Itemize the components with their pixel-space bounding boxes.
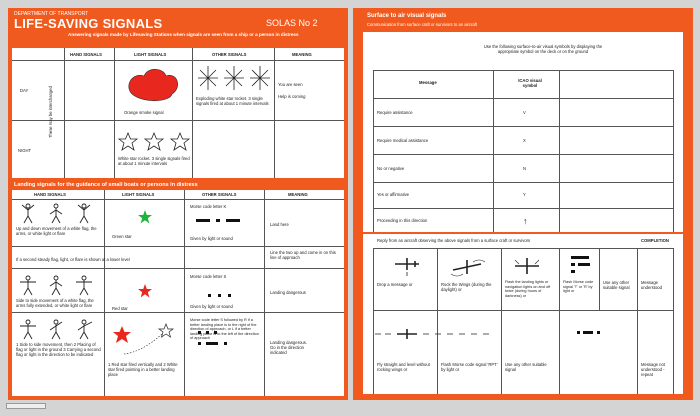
header-meaning: MEANING — [292, 52, 312, 57]
morse-s-icon — [208, 293, 248, 299]
intro-text: Use the following surface-to-air visual symbols by displaying the appropriate symbol on the deck or on the ground — [483, 44, 603, 54]
landing-header-other: OTHER SIGNALS — [202, 192, 237, 197]
white-star-rockets-icon — [118, 132, 190, 152]
col-icao: ICAO visual symbol — [518, 78, 542, 88]
row3-meaning: Landing dangerous. Go in the direction indicated — [270, 340, 308, 355]
day-light-text: Orange smoke signal — [124, 110, 164, 115]
answering-signals-table — [12, 48, 344, 178]
symbol-v: V — [523, 110, 526, 115]
row2-hand-text: Side to side movement of a white flag, the arms fully extended, or white light or flare — [16, 298, 94, 308]
direction-signal-figures-icon — [20, 318, 96, 340]
flash-lights-aircraft-icon — [513, 256, 543, 276]
reply-understood: Message understood — [641, 280, 662, 290]
rock-wings-aircraft-icon — [449, 258, 489, 278]
red-white-stars-icon — [110, 322, 176, 358]
surface-to-air-table — [363, 32, 683, 232]
reply-drop-message: Drop a message or — [377, 282, 413, 287]
morse-rpt-icon — [577, 330, 617, 336]
landing-heading: Landing signals for the guidance of small boats or persons in distress — [14, 182, 198, 188]
row3-hand-text: 1 Side to side movement, then 2 Placing of flag or light in the ground 3 Carrying a second flag or light in the direction to be indicated — [16, 342, 101, 357]
subtitle: Answering signals made by Lifesaving Stations when signals are seen from a ship or a person in distress — [68, 32, 299, 37]
row-medical-assistance: Require medical assistance — [377, 138, 429, 143]
reply-table — [363, 234, 683, 394]
right-title: Surface to air visual signals — [367, 13, 447, 19]
day-other-text: Exploding white star rocket. 3 single signals fired at about 1 minute intervals — [196, 96, 269, 106]
life-saving-signals-panel — [8, 8, 348, 400]
morse-tr-icon — [567, 254, 597, 274]
symbol-x: X — [523, 138, 526, 143]
row-no-negative: No or negative — [377, 166, 405, 171]
symbol-arrow: ↑ — [523, 216, 528, 226]
row1-meaning: Land here — [270, 222, 289, 227]
header-other: OTHER SIGNALS — [212, 52, 247, 57]
hand-signal-figures-icon — [20, 202, 96, 224]
reply-morse-tr: Flash Morse code signal 'T' or 'R' by light or — [563, 280, 594, 293]
row1b-hand-text: If a second steady flag, light, or flare is shown at a lower level — [16, 257, 130, 262]
red-star-icon — [138, 284, 152, 298]
row3-other-text: Morse code letter S followed by R if a better landing place is to the right of the direction of approach, or L if a better landing place is to the left of the direction of approach — [190, 318, 259, 340]
reply-other-signal-2: Use any other suitable signal — [505, 362, 547, 372]
drop-message-aircraft-icon — [393, 256, 423, 276]
department-label: DEPARTMENT OF TRANSPORT — [14, 11, 89, 17]
row-proceeding: Proceeding in this direction — [377, 218, 428, 223]
row1-light-text: Green star — [112, 234, 132, 239]
reply-rock-wings: Rock the Wings (during the daylight) or — [441, 282, 492, 292]
row2-light-text: Red star — [112, 306, 128, 311]
reply-header-right: COMPLETION — [641, 238, 669, 243]
row1b-meaning: Line the two up and come in on this line of approach — [270, 250, 336, 260]
catalogue-label — [6, 403, 46, 409]
fly-straight-aircraft-icon — [375, 328, 501, 342]
day-meaning-help: Help is coming — [278, 94, 306, 99]
day-label: DAY — [20, 88, 29, 93]
reply-fly-straight: Fly straight and level without rocking wings or — [377, 362, 430, 372]
row2-other-bottom: Given by light or sound — [190, 304, 233, 309]
row1-other-bottom: Given by light or sound — [190, 236, 233, 241]
row-require-assistance: Require assistance — [377, 110, 413, 115]
day-meaning-seen: You are seen — [278, 82, 303, 87]
landing-header-meaning: MEANING — [288, 192, 308, 197]
row1-hand-text: Up and down movement of a white flag, the arms, or white light or flare — [16, 226, 97, 236]
night-light-text: White star rocket. 3 single signals fired at about 1 minute intervals — [118, 156, 190, 166]
morse-k-icon — [196, 218, 256, 224]
solas-label: SOLAS No 2 — [266, 18, 318, 28]
reply-flash-lights: Flash the landing lights or navigation lights on and off twice (during hours of darkness) or — [505, 280, 551, 298]
reply-heading: Reply from an aircraft observing the above signals from a surface craft or survivors — [377, 238, 531, 243]
landing-header-hand: HAND SIGNALS — [34, 192, 66, 197]
row2-other-top: Morse code letter S — [190, 274, 227, 279]
row1-other-top: Morse code letter K — [190, 204, 227, 209]
landing-signals-table — [12, 190, 344, 396]
surface-to-air-panel — [353, 8, 693, 400]
symbol-n: N — [523, 166, 527, 171]
header-light: LIGHT SIGNALS — [134, 52, 167, 57]
side-signal-figures-icon — [20, 274, 96, 296]
reply-other-signal: Use any other suitable signal — [603, 280, 630, 290]
landing-header-light: LIGHT SIGNALS — [122, 192, 155, 197]
row3-light-text: 1 Red star fired vertically and 2 White star fired pointing in a better landing place — [108, 362, 178, 377]
interchange-label: These may be interchanged — [48, 86, 53, 138]
exploding-stars-icon — [196, 64, 274, 92]
right-subtitle: Communication from surface craft or survivors to an aircraft — [367, 22, 478, 27]
reply-not-understood: Message not understood - repeat — [641, 362, 665, 377]
reply-morse-rpt: Flash Morse code signal 'RPT' by light or — [441, 362, 498, 372]
symbol-y: Y — [523, 192, 526, 197]
page-title: LIFE-SAVING SIGNALS — [14, 16, 163, 31]
header-hand: HAND SIGNALS — [70, 52, 102, 57]
night-label: NIGHT — [18, 148, 32, 153]
row2-meaning: Landing dangerous — [270, 290, 306, 295]
row-yes-affirmative: Yes or affirmative — [377, 192, 410, 197]
green-star-icon — [138, 210, 152, 224]
orange-smoke-icon — [124, 66, 184, 106]
col-message: Message — [419, 80, 437, 85]
